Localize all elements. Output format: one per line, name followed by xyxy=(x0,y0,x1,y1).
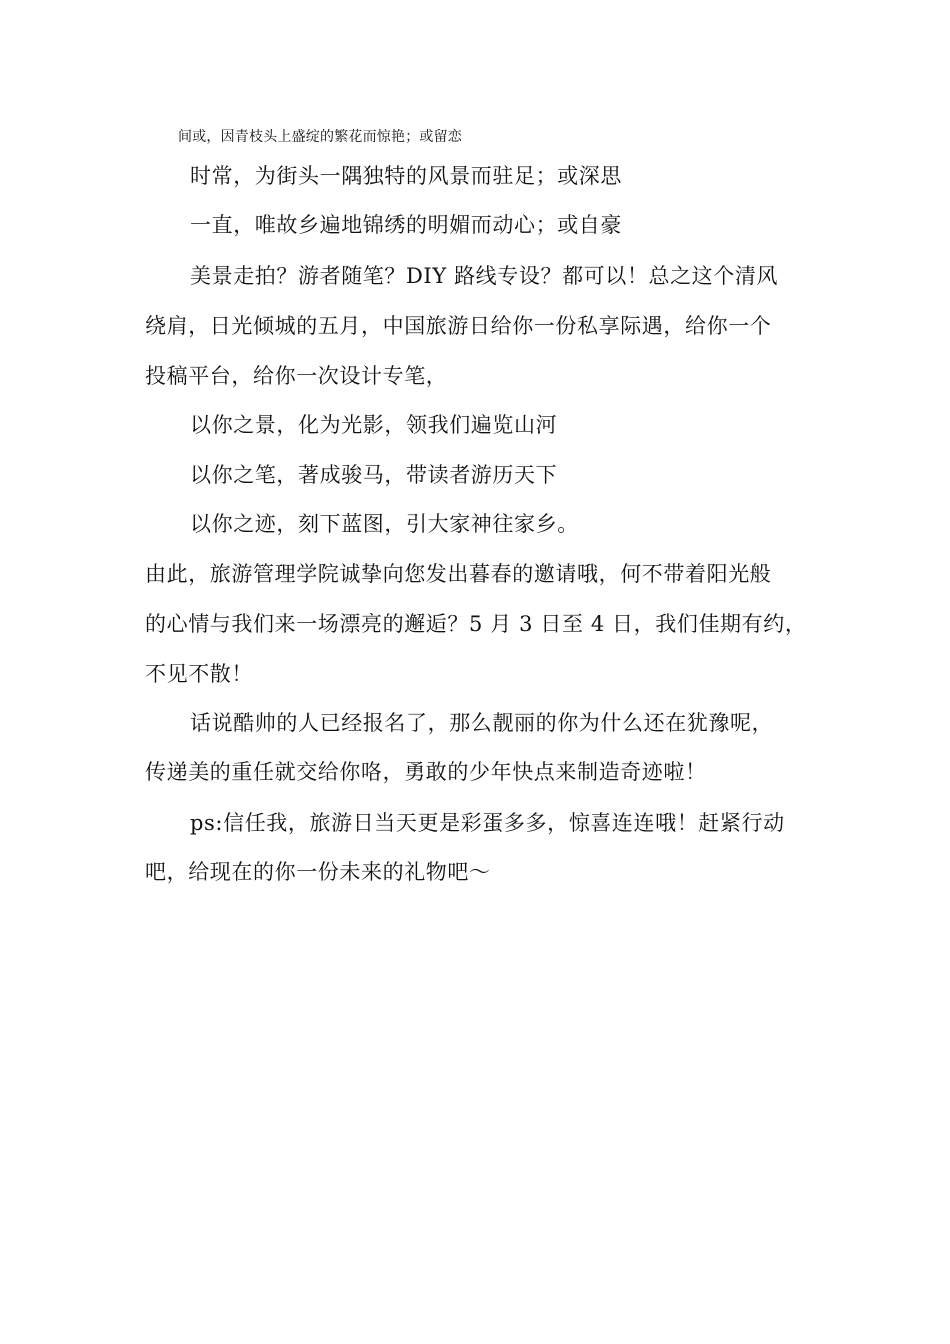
text-line-16: 吧，给现在的你一份未来的礼物吧～ xyxy=(145,860,491,884)
text-line-13: 话说酷帅的人已经报名了，那么靓丽的你为什么还在犹豫呢， xyxy=(190,711,774,735)
text-line-14: 传递美的重任就交给你咯，勇敢的少年快点来制造奇迹啦！ xyxy=(145,760,707,784)
text-line-6: 投稿平台，给你一次设计专笔， xyxy=(145,364,448,388)
text-line-2: 时常，为街头一隅独特的风景而驻足；或深思 xyxy=(190,164,622,188)
text-line-12: 不见不散！ xyxy=(145,662,253,686)
text-line-7: 以你之景，化为光影，领我们遍览山河 xyxy=(190,413,558,437)
text-line-15: ps:信任我，旅游日当天更是彩蛋多多，惊喜连连哦！赶紧行动 xyxy=(190,811,785,835)
text-line-3: 一直，唯故乡遍地锦绣的明媚而动心；或自豪 xyxy=(190,213,622,237)
text-line-4: 美景走拍？游者随笔？DIY 路线专设？都可以！总之这个清风 xyxy=(190,264,779,288)
text-line-1: 间或，因青枝头上盛绽的繁花而惊艳；或留恋 xyxy=(178,129,462,145)
text-line-11: 的心情与我们来一场漂亮的邂逅？5 月 3 日至 4 日，我们佳期有约， xyxy=(145,612,807,636)
text-line-9: 以你之迹，刻下蓝图，引大家神往家乡。 xyxy=(190,512,579,536)
text-line-10: 由此，旅游管理学院诚挚向您发出暮春的邀请哦，何不带着阳光般 xyxy=(145,562,772,586)
text-line-8: 以你之笔，著成骏马，带读者游历天下 xyxy=(190,463,558,487)
text-line-5: 绕肩，日光倾城的五月，中国旅游日给你一份私享际遇，给你一个 xyxy=(145,314,772,338)
